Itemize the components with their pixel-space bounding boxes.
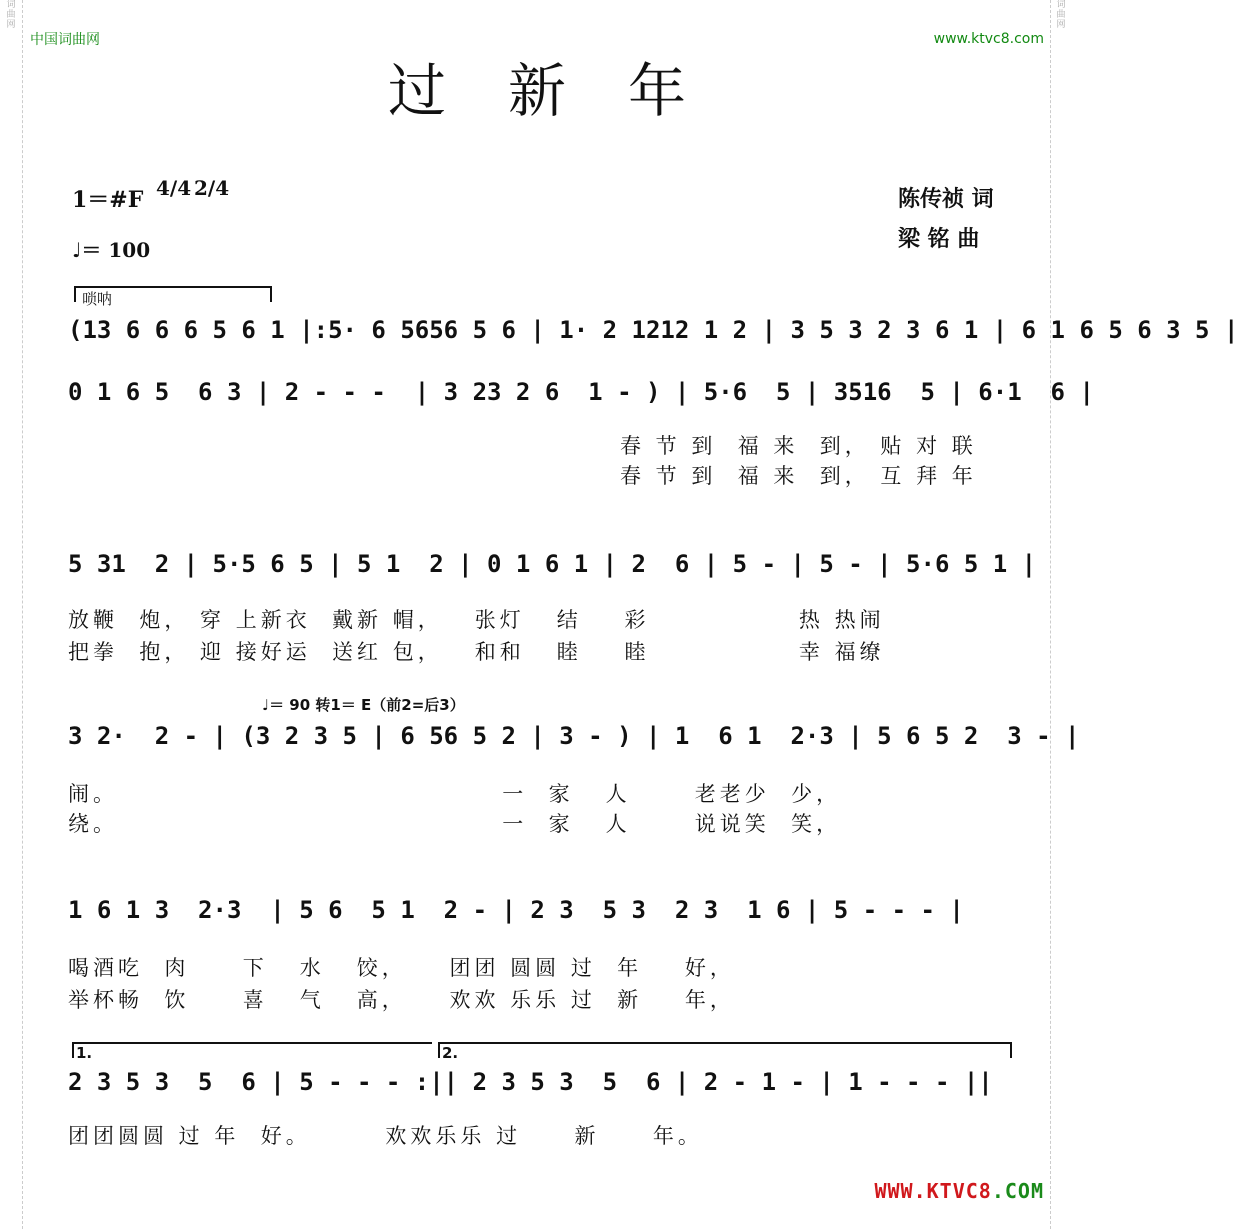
lyric-line-3-verse-2: 把拳 抱， 迎 接好运 送红 包， 和和 睦 睦 幸 福缭: [68, 640, 885, 664]
composer-credit: 梁 铭 曲: [898, 226, 980, 252]
left-divider: [22, 0, 23, 1229]
tempo-marking: ♩＝ 100: [72, 238, 151, 262]
song-title: 过新年: [387, 57, 748, 125]
site-url-right: www.ktvc8.com: [933, 31, 1044, 47]
lyric-line-5-verse-2: 举杯畅 饮 喜 气 高， 欢欢 乐乐 过 新 年，: [68, 988, 735, 1012]
score-line-1: (13 6 6 6 5 6 1 |:5· 6 5656 5 6 | 1· 2 1212 1 2 | 3 5 3 2 3 6 1 | 6 1 6 5 6 3 5 |: [68, 316, 1238, 344]
lyric-line-3-verse-1: 放鞭 炮， 穿 上新衣 戴新 帽， 张灯 结 彩 热 热闹: [68, 608, 885, 632]
lyric-line-5-verse-1: 喝酒吃 肉 下 水 饺， 团团 圆圆 过 年 好，: [68, 956, 735, 980]
time-sig-1-text: 4/4: [156, 176, 192, 200]
right-divider: [1050, 0, 1051, 1229]
time-sig-2-text: 2/4: [194, 176, 230, 200]
score-line-2: 0 1 6 5 6 3 | 2 - - - | 3 23 2 6 1 - ) | 5·6 5 | 3516 5 | 6·1 6 |: [68, 378, 1094, 406]
volta-1-label: 1.: [76, 1044, 93, 1062]
key-signature: 1＝#F: [72, 187, 144, 213]
volta-1-bracket: [72, 1042, 432, 1044]
volta-1-bracket-left: [72, 1042, 74, 1058]
volta-2-bracket-right: [1010, 1042, 1012, 1058]
footer-logo-tail: .COM: [991, 1179, 1044, 1203]
tempo-change-marking: ♩＝ 90 转1＝ E（前2=后3）: [262, 696, 465, 714]
right-watermark: 词 曲 网: [1056, 0, 1066, 30]
score-line-5: 1 6 1 3 2·3 | 5 6 5 1 2 - | 2 3 5 3 2 3 1 6 | 5 - - - |: [68, 896, 964, 924]
time-signature-1: [156, 176, 192, 200]
site-name-left: 中国词曲网: [30, 32, 100, 48]
lyric-line-4-verse-1: 闹。 一 家 人 老老少 少，: [68, 782, 842, 806]
score-line-3: 5 31 2 | 5·5 6 5 | 5 1 2 | 0 1 6 1 | 2 6 | 5 - | 5 - | 5·6 5 1 |: [68, 550, 1037, 578]
volta-2-bracket: [438, 1042, 1010, 1044]
score-line-6: 2 3 5 3 5 6 | 5 - - - :|| 2 3 5 3 5 6 | 2 - 1 - | 1 - - - ||: [68, 1068, 993, 1096]
lyric-line-6: 团团圆圆 过 年 好。 欢欢乐乐 过 新 年。: [68, 1124, 703, 1148]
time-signature-2: [194, 176, 230, 200]
volta-2-label: 2.: [442, 1044, 459, 1062]
footer-logo-main: WWW.KTVC8: [874, 1179, 992, 1203]
intro-instrument-label: 唢呐: [82, 290, 113, 308]
left-watermark: 词 曲 网: [6, 0, 16, 30]
intro-bracket-left: [74, 286, 76, 302]
score-line-4: 3 2· 2 - | (3 2 3 5 | 6 56 5 2 | 3 - ) | 1 6 1 2·3 | 5 6 5 2 3 - |: [68, 722, 1080, 750]
lyric-line-2-verse-2: 春 节 到 福 来 到， 互 拜 年: [620, 464, 977, 488]
lyric-line-4-verse-2: 绕。 一 家 人 说说笑 笑，: [68, 812, 842, 836]
footer-logo: [874, 1179, 1044, 1203]
intro-bracket-right: [270, 286, 272, 302]
lyric-line-2-verse-1: 春 节 到 福 来 到， 贴 对 联: [620, 434, 977, 458]
volta-2-bracket-left: [438, 1042, 440, 1058]
lyricist-credit: 陈传祯 词: [898, 186, 994, 212]
